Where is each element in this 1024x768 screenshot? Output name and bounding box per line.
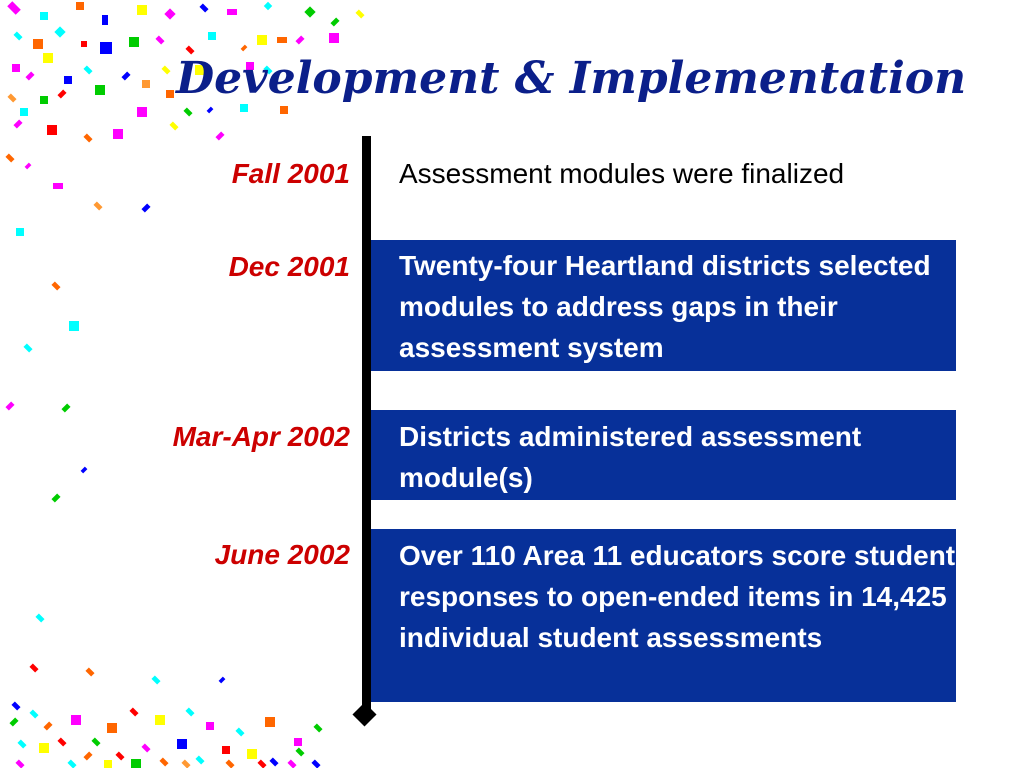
confetti-piece xyxy=(215,131,224,140)
confetti-piece xyxy=(199,3,208,12)
confetti-piece xyxy=(177,739,187,749)
confetti-piece xyxy=(115,751,124,760)
confetti-piece xyxy=(43,53,53,63)
confetti-piece xyxy=(264,2,272,10)
confetti-piece xyxy=(206,722,214,730)
confetti-piece xyxy=(47,125,57,135)
confetti-piece xyxy=(107,723,117,733)
slide-title: Development & Implementation xyxy=(176,53,967,104)
confetti-piece xyxy=(225,759,234,768)
confetti-piece xyxy=(155,35,164,44)
confetti-piece xyxy=(207,107,214,114)
confetti-piece xyxy=(208,32,216,40)
confetti-piece xyxy=(29,663,38,672)
confetti-piece xyxy=(25,163,32,170)
confetti-piece xyxy=(129,707,138,716)
confetti-piece xyxy=(137,107,147,117)
confetti-piece xyxy=(265,717,275,727)
confetti-piece xyxy=(85,667,94,676)
confetti-piece xyxy=(280,106,288,114)
timeline-event-fall-2001: Assessment modules were finalized xyxy=(399,158,845,189)
confetti-piece xyxy=(54,26,65,37)
confetti-piece xyxy=(83,65,92,74)
confetti-piece xyxy=(277,37,287,43)
timeline-date-dec-2001: Dec 2001 xyxy=(228,251,350,282)
confetti-piece xyxy=(269,757,278,766)
confetti-piece xyxy=(76,2,84,10)
confetti-piece xyxy=(183,107,192,116)
confetti-piece xyxy=(355,9,364,18)
confetti-piece xyxy=(295,35,304,44)
confetti-piece xyxy=(185,707,194,716)
confetti-piece xyxy=(121,71,130,80)
confetti-piece xyxy=(294,738,302,746)
confetti-piece xyxy=(102,15,108,25)
confetti-piece xyxy=(287,759,296,768)
confetti-piece xyxy=(12,64,20,72)
timeline-event-mar-apr-2002: Districts administered assessment module(s) xyxy=(371,410,956,500)
confetti-piece xyxy=(39,743,49,753)
confetti-piece xyxy=(81,467,88,474)
confetti-piece xyxy=(23,343,32,352)
confetti-piece xyxy=(5,153,14,162)
confetti-piece xyxy=(7,1,21,15)
timeline-line xyxy=(362,136,371,712)
confetti-piece xyxy=(25,71,34,80)
confetti-piece xyxy=(7,93,16,102)
confetti-piece xyxy=(129,37,139,47)
confetti-piece xyxy=(51,281,60,290)
confetti-piece xyxy=(113,129,123,139)
confetti-piece xyxy=(51,493,60,502)
confetti-piece xyxy=(330,17,339,26)
timeline-date-june-2002: June 2002 xyxy=(214,539,350,570)
confetti-piece xyxy=(71,715,81,725)
timeline-event-june-2002: Over 110 Area 11 educators score student responses to open-ended items in 14,425 individual student assessments xyxy=(371,529,956,702)
confetti-piece xyxy=(83,751,92,760)
confetti-piece xyxy=(257,759,266,768)
confetti-piece xyxy=(159,757,168,766)
confetti-piece xyxy=(142,80,150,88)
confetti-piece xyxy=(141,743,150,752)
confetti-piece xyxy=(15,759,24,768)
confetti-piece xyxy=(313,723,322,732)
timeline-event-dec-2001: Twenty-four Heartland districts selected modules to address gaps in their assessment system xyxy=(371,240,956,371)
confetti-piece xyxy=(104,760,112,768)
confetti-piece xyxy=(169,121,178,130)
confetti-piece xyxy=(166,90,174,98)
confetti-piece xyxy=(33,39,43,49)
confetti-piece xyxy=(81,41,87,47)
confetti-piece xyxy=(20,108,28,116)
confetti-piece xyxy=(219,677,226,684)
timeline-date-fall-2001: Fall 2001 xyxy=(231,158,350,189)
confetti-piece xyxy=(195,755,204,764)
confetti-piece xyxy=(161,65,170,74)
confetti-piece xyxy=(95,85,105,95)
confetti-piece xyxy=(5,401,14,410)
confetti-piece xyxy=(83,133,92,142)
confetti-piece xyxy=(57,89,66,98)
confetti-piece xyxy=(141,203,150,212)
confetti-piece xyxy=(29,709,38,718)
confetti-piece xyxy=(13,119,22,128)
confetti-piece xyxy=(69,321,79,331)
confetti-piece xyxy=(257,35,267,45)
confetti-piece xyxy=(222,746,230,754)
confetti-piece xyxy=(155,715,165,725)
confetti-piece xyxy=(137,5,147,15)
confetti-piece xyxy=(235,727,244,736)
timeline-date-mar-apr-2002: Mar-Apr 2002 xyxy=(172,421,350,452)
confetti-piece xyxy=(164,8,175,19)
confetti-piece xyxy=(64,76,72,84)
confetti-piece xyxy=(43,721,52,730)
confetti-piece xyxy=(91,737,100,746)
confetti-piece xyxy=(329,33,339,43)
confetti-piece xyxy=(11,701,20,710)
confetti-piece xyxy=(61,403,70,412)
confetti-piece xyxy=(295,747,304,756)
confetti-piece xyxy=(100,42,112,54)
confetti-piece xyxy=(241,45,248,52)
confetti-piece xyxy=(35,613,44,622)
confetti-piece xyxy=(40,12,48,20)
confetti-piece xyxy=(13,31,22,40)
confetti-piece xyxy=(17,739,26,748)
confetti-piece xyxy=(311,759,320,768)
confetti-piece xyxy=(181,759,190,768)
confetti-piece xyxy=(67,759,76,768)
confetti-piece xyxy=(40,96,48,104)
confetti-piece xyxy=(131,759,141,768)
confetti-piece xyxy=(16,228,24,236)
confetti-piece xyxy=(227,9,237,15)
confetti-piece xyxy=(304,6,315,17)
confetti-piece xyxy=(9,717,18,726)
confetti-piece xyxy=(93,201,102,210)
confetti-piece xyxy=(247,749,257,759)
confetti-piece xyxy=(53,183,63,189)
confetti-piece xyxy=(57,737,66,746)
confetti-piece xyxy=(151,675,160,684)
